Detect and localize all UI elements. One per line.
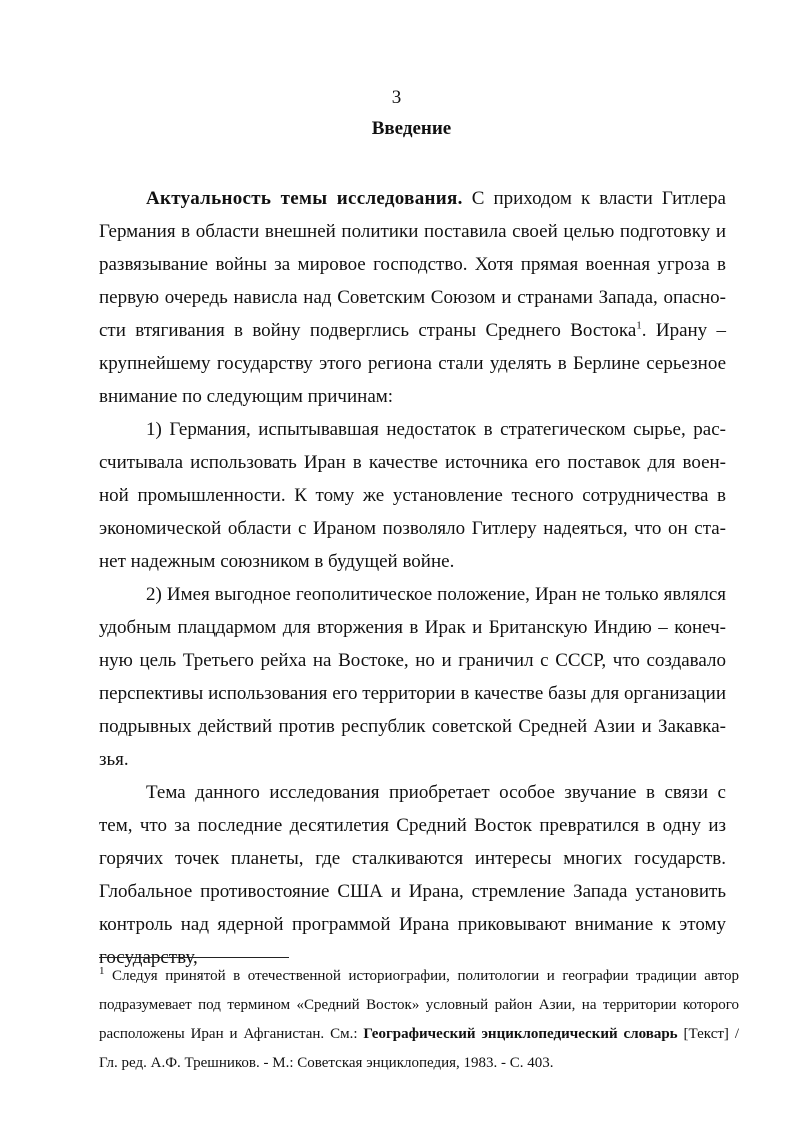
paragraph-reason-2: 2) Имея выгодное геополитическое положение, Иран не только являлся удобным плацдармом для вторжения в Ирак и Британскую Индию – конечную цель Третьего рейха на Востоке, но и граничил с СССР, что создавало перспективы использования его территории в качестве базы для организации подрывных действий против республик советской Средней Азии и Закавказья.: [99, 584, 726, 770]
page-number: 3: [391, 87, 402, 108]
paragraph-topic: Тема данного исследования приобретает особое звучание в связи с тем, что за последние десятилетия Средний Восток превратился в одну из горячих точек планеты, где сталкиваются интересы многих государств. Глобальное противостояние США и Ирана, стремление Запада установить контроль над ядерной программой Ирана приковывают внимание к этому государству,: [99, 782, 726, 968]
footnote-marker: 1: [99, 965, 105, 977]
footnote-1: [99, 962, 739, 1078]
footnote-text: Следуя принятой в отечественной историографии, политологии и географии традиции автор подразумевает под термином «Средний Восток» условный район Азии, на территории которого расположены Иран и Афганистан. См.:: [99, 968, 739, 1042]
paragraph-text: С приходом к власти Гитлера Германия в области внешней политики поставила своей целью подготовку и развязывание войны за мировое господство. Хотя прямая военная угроза в первую очередь нависла над Советским Союзом и странами Запада, опасности втягивания в войну подверглись страны Среднего Востока: [99, 188, 726, 341]
paragraph-text-continued: . Ирану – крупнейшему государству этого региона стали уделять в Берлине серьезное внимание по следующим причинам:: [99, 320, 726, 407]
section-heading: Введение: [371, 118, 452, 139]
footnote-source-title: Географический энциклопедический словарь: [363, 1026, 678, 1042]
paragraph-lead: Актуальность темы исследования.: [146, 188, 463, 209]
footnote-source-details: [Текст] / Гл. ред. А.Ф. Трешников. - М.: Советская энциклопедия, 1983. - С. 403.: [99, 1026, 739, 1071]
footnotes: [99, 962, 739, 1078]
footnote-reference: 1: [636, 319, 642, 332]
footnote-divider: [99, 957, 289, 958]
paragraph-relevance: [99, 182, 726, 413]
body-text: [99, 182, 726, 974]
paragraph-reason-1: 1) Германия, испытывавшая недостаток в стратегическом сырье, рассчитывала использовать Иран в качестве источника его поставок для военной промышленности. К тому же установление тесного сотрудничества в экономической области с Ираном позволяло Гитлеру надеяться, что он станет надежным союзником в будущей войне.: [99, 419, 726, 572]
